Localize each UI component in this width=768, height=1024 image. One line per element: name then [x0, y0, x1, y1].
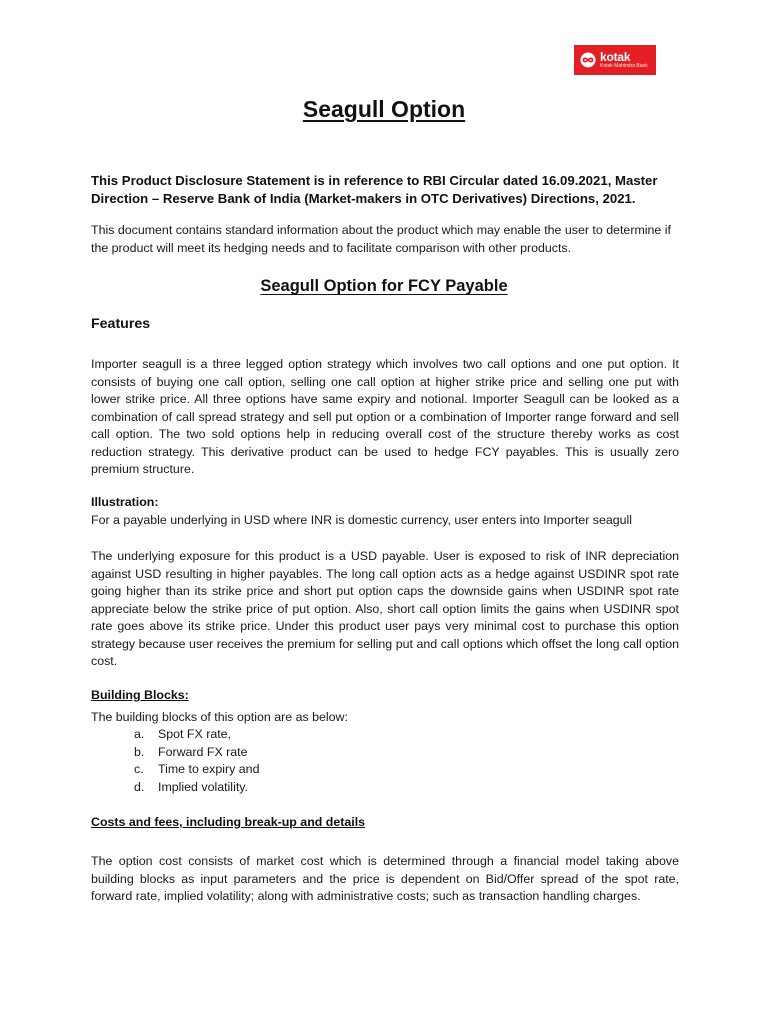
illustration-heading: Illustration: — [91, 495, 159, 509]
list-marker: a. — [134, 727, 145, 741]
building-blocks-intro: The building blocks of this option are as below: — [91, 710, 348, 724]
logo-subtitle: Kotak Mahindra Bank — [600, 63, 648, 69]
list-marker: b. — [134, 744, 145, 759]
list-item — [134, 726, 259, 744]
section-subtitle: Seagull Option for FCY Payable — [260, 277, 508, 295]
kotak-logo — [574, 45, 656, 75]
disclosure-statement: This Product Disclosure Statement is in reference to RBI Circular dated 16.09.2021, Master Direction – Reserve Bank of India (Market-makers in OTC Derivatives) Directions, 2021. — [91, 173, 658, 206]
list-item-text: Implied volatility. — [158, 779, 248, 794]
illustration-line: For a payable underlying in USD where INR is domestic currency, user enters into Importer seagull — [91, 513, 633, 527]
kotak-infinity-icon — [580, 52, 596, 68]
page-title: Seagull Option — [302, 96, 466, 122]
logo-brand: kotak — [600, 50, 631, 64]
building-blocks-list — [134, 726, 259, 796]
exposure-paragraph: The underlying exposure for this product is a USD payable. User is exposed to risk of INR depreciation against USD resulting in higher payables. The long call option acts as a hedge against USDINR spot rate going higher than its strike price and short put option caps the downside gains when USDINR spot rate appreciate below the strike price of put option. Also, short call option limits the gains when USDINR spot rate goes above its strike price. Under this product user pays very minimal cost to purchase this option strategy because user receives the premium for selling put and call options which offset the long call option cost. — [91, 549, 679, 668]
list-item — [134, 779, 259, 797]
list-marker: c. — [134, 762, 144, 776]
list-item-text: Spot FX rate, — [158, 727, 232, 741]
features-heading: Features — [91, 316, 151, 332]
list-item — [134, 761, 259, 779]
logo-text — [600, 51, 648, 69]
intro-paragraph: This document contains standard information about the product which may enable the user to determine if the product will meet its hedging needs and to facilitate comparison with other products. — [91, 223, 671, 255]
costs-heading: Costs and fees, including break-up and details — [91, 815, 366, 829]
list-item-text: Time to expiry and — [158, 762, 260, 776]
list-marker: d. — [134, 779, 145, 794]
list-item — [134, 744, 259, 762]
costs-paragraph: The option cost consists of market cost which is determined through a financial model taking above building blocks as input parameters and the price is dependent on Bid/Offer spread of the spot rate, forward rate, implied volatility; along with administrative costs; such as transaction handling charges. — [91, 854, 679, 903]
features-paragraph: Importer seagull is a three legged option strategy which involves two call options and one put option. It consists of buying one call option, selling one call option at higher strike price and selling one put with lower strike price. All three options have same expiry and notional. Importer Seagull can be looked as a combination of call spread strategy and sell put option or a combination of Importer range forward and sell call option. The two sold options help in reducing overall cost of the structure thereby works as cost reduction strategy. This derivative product can be used to hedge FCY payables. This is usually zero premium structure. — [91, 357, 679, 476]
building-blocks-heading: Building Blocks: — [91, 688, 189, 702]
list-item-text: Forward FX rate — [158, 744, 248, 759]
